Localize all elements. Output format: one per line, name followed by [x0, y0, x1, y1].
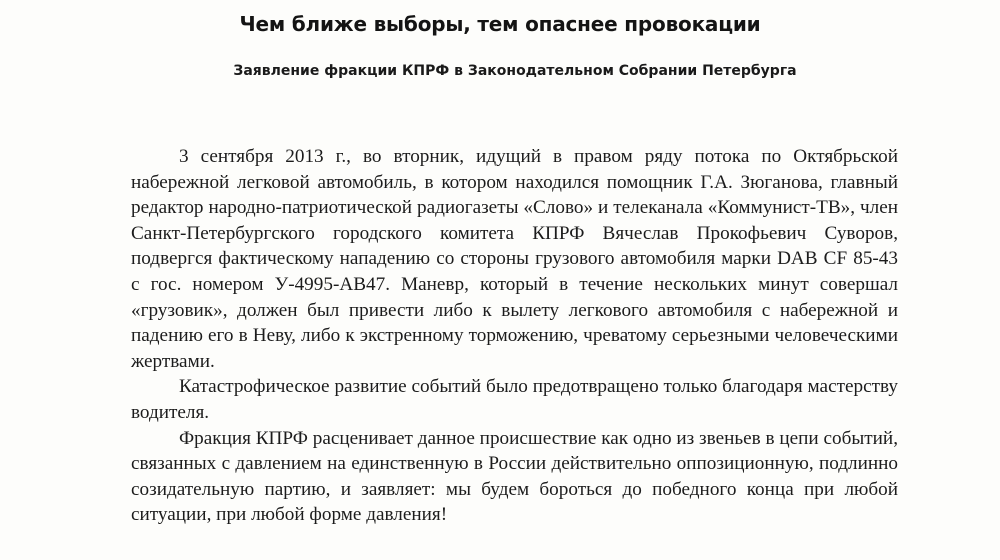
document-title: Чем ближе выборы, тем опаснее провокации — [239, 12, 761, 36]
paragraph-prevented: Катастрофическое развитие событий было предотвращено только благодаря мастерству водителя. — [131, 376, 898, 423]
paragraph-incident: 3 сентября 2013 г., во вторник, идущий в правом ряду потока по Октябрьской набережной легковой автомобиль, в котором находился помощник Г.А. Зюганова, главный редактор народно-патриотической радиогазеты «Слово» и телеканала «Коммунист-ТВ», член Санкт-Петербургского городского комитета КПРФ Вячеслав Прокофьевич Суворов, подвергся фактическому нападению со стороны грузового автомобиля марки DAB CF 85-43 с гос. номером У-4995-АВ47. Маневр, который в течение нескольких минут совершал «грузовик», должен был привести либо к вылету легкового автомобиля с набережной и падению его в Неву, либо к экстренному торможению, чреватому серьезными человеческими жертвами. — [131, 146, 898, 372]
document-subtitle: Заявление фракции КПРФ в Законодательном Собрании Петербурга — [233, 63, 797, 79]
document-body — [131, 144, 898, 528]
paragraph-statement: Фракция КПРФ расценивает данное происшествие как одно из звеньев в цепи событий, связанных с давлением на единственную в России действительно оппозиционную, подлинно созидательную партию, и заявляет: мы будем бороться до победного конца при любой ситуации, при любой форме давления! — [131, 427, 898, 526]
